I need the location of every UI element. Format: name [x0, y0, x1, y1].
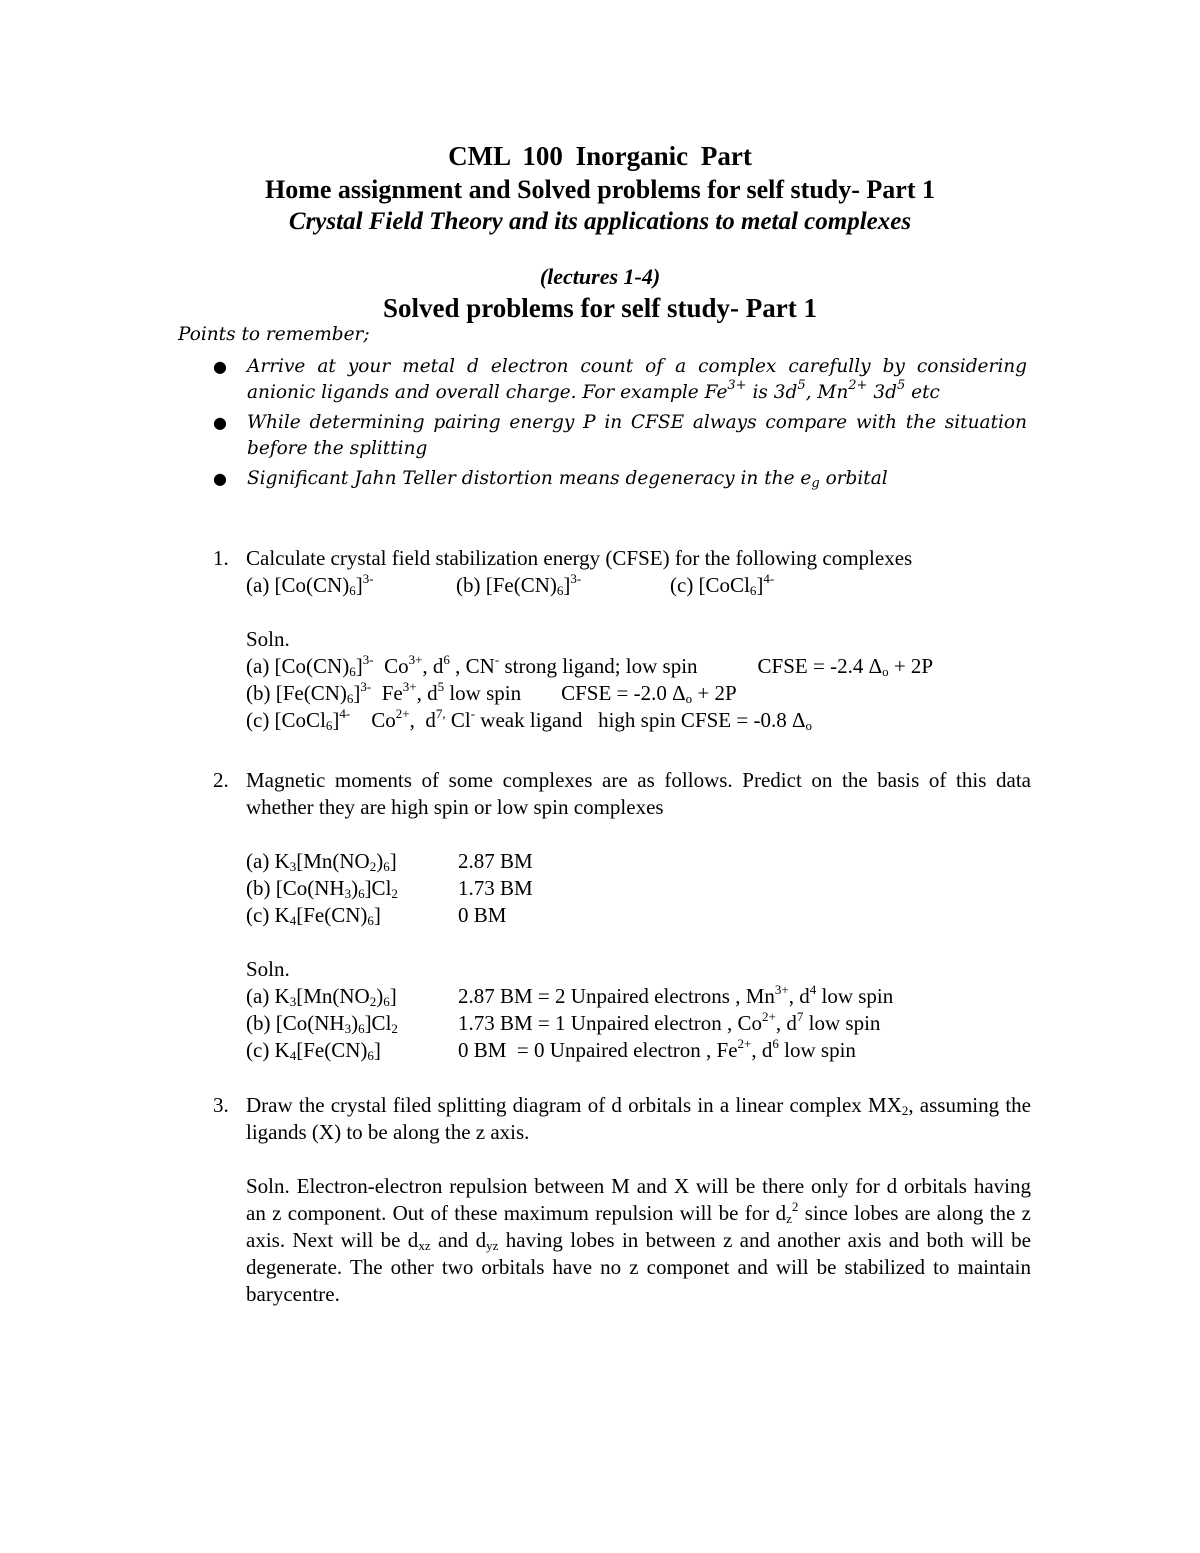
- course-title: CML 100 Inorganic Part: [448, 141, 752, 171]
- complex-row: (c) $K_4[Fe(CN)_6]$ 0 BM: [246, 903, 507, 928]
- solution-line-c: (c) [CoCl$_6$]$^{4-}$ $Co^{2+}$, $d^{7,}$ Cl- weak ligand high spin CFSE = -0.8 $\Delta_o$: [246, 706, 812, 733]
- question-number: 1.: [213, 546, 229, 570]
- assignment-subtitle: Home assignment and Solved problems for self study- Part 1: [265, 175, 935, 204]
- question-options: (a) $[Co(CN)_6]^{3-}$ (b) $[Fe(CN)_6]^{3-}$ (c) [CoCl$_6$]$^{4-}$: [246, 571, 775, 598]
- question-text: Draw the crystal filed splitting diagram of d orbitals in a linear complex $MX_2$, assuming the ligands (X) to be along the z axis.: [246, 1093, 1032, 1144]
- question-number: 3.: [213, 1093, 229, 1117]
- question-3: [213, 1092, 1031, 1308]
- solution-label: Soln.: [246, 957, 290, 981]
- bullet-icon: ●: [213, 357, 227, 376]
- point-item: ● While determining pairing energy P in CFSE always compare with the situation before the splitting: [213, 412, 1027, 459]
- solution-line-b: (b) $[Fe(CN)_6]^{3-}$ $Fe^{3+}$, $d^5$ low spin CFSE = -2.0 $\Delta_o + 2P$: [246, 679, 737, 706]
- solution-paragraph: Soln. Electron-electron repulsion between M and X will be there only for d orbitals having an z component. Out of these maximum repulsion will be for $d_z^2$ since lobes are along the z axis. Next will be $d_{xz}$ and $d_{yz}$ having lobes in between z and another axis and both will be degenerate. The other two orbitals have no z componet and will be stabilized to maintain barycentre.: [246, 1174, 1031, 1306]
- point-item: ● Arrive at your metal d electron count of a complex carefully by considering anionic ligands and overall charge. For example $Fe^{3+}$ is $3d^5$, $Mn^{2+}$ $3d^5$ etc: [213, 356, 1027, 403]
- complex-row: (a) $K_3[Mn(NO_2)_6]$ 2.87 BM: [246, 849, 533, 874]
- solution-line-a: (a) $[Co(CN)_6]^{3-}$ $Co^{3+}$, $d^6$ , CN- strong ligand; low spin CFSE = -2.4 $\Delta_o + 2P$: [246, 652, 934, 679]
- solved-problems-heading: Solved problems for self study- Part 1: [383, 293, 817, 323]
- solution-label: Soln.: [246, 627, 290, 651]
- points-list: [205, 354, 1027, 496]
- question-text: Magnetic moments of some complexes are as follows. Predict on the basis of this data whether they are high spin or low spin complexes: [246, 768, 1031, 819]
- question-2: [213, 767, 1031, 1064]
- bullet-icon: ●: [213, 413, 227, 432]
- complex-row: (b) $[Co(NH_3)_6]Cl_2$ 1.73 BM: [246, 876, 533, 901]
- topic-title: Crystal Field Theory and its applications to metal complexes: [288, 208, 912, 235]
- question-number: 2.: [213, 768, 229, 792]
- points-title: Points to remember;: [178, 324, 370, 345]
- lectures-label: (lectures 1-4): [539, 264, 661, 289]
- solution-row: (c) $K_4[Fe(CN)_6]$ 0 BM = 0 Unpaired electron , $Fe^{2+}$, $d^6$ low spin: [246, 1036, 856, 1063]
- bullet-icon: ●: [213, 469, 227, 488]
- solution-row: (a) $K_3[Mn(NO_2)_6]$ 2.87 BM = 2 Unpaired electrons , $Mn^{3+}$, $d^4$ low spin: [246, 982, 894, 1009]
- question-text: Calculate crystal field stabilization energy (CFSE) for the following complexes: [246, 546, 913, 570]
- point-item: ● Significant Jahn Teller distortion means degeneracy in the $e_g$ orbital: [213, 468, 888, 491]
- question-1: [213, 545, 1031, 734]
- solution-row: (b) $[Co(NH_3)_6]Cl_2$ 1.73 BM = 1 Unpaired electron , $Co^{2+}$, $d^7$ low spin: [246, 1009, 881, 1036]
